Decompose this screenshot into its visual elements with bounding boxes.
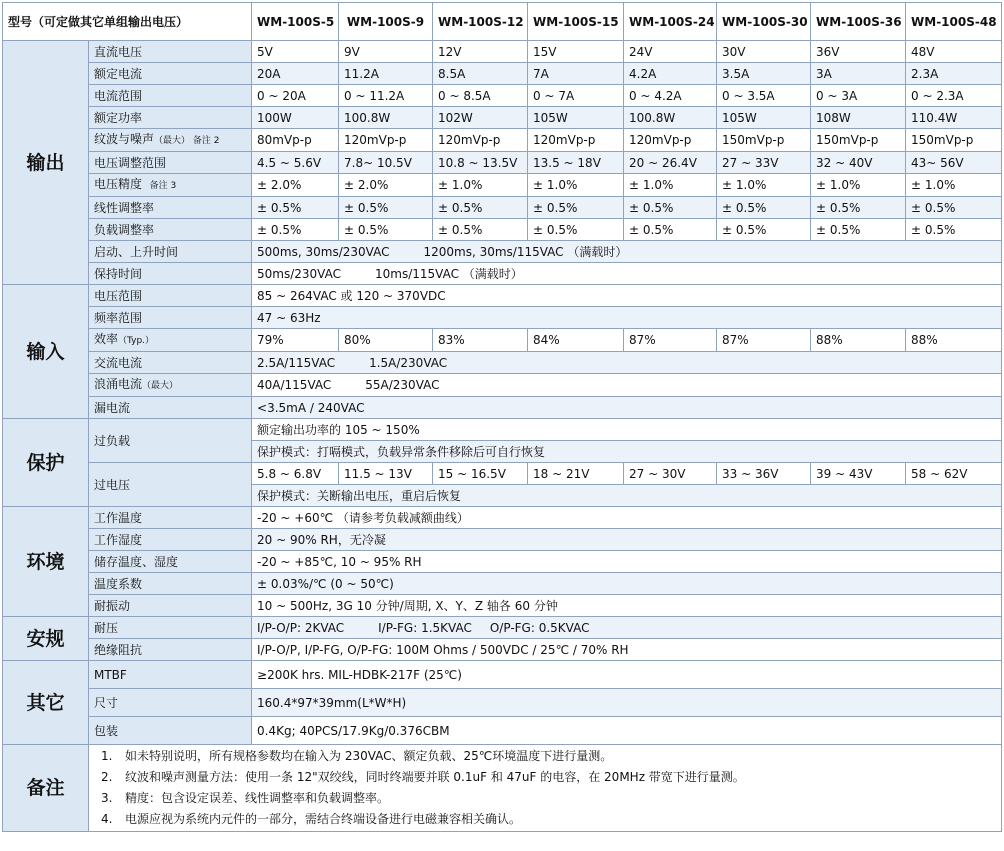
model-name: WM-100S-15 [528,3,624,41]
spec-label: 线性调整率 [89,197,252,219]
spec-label-text: 纹波与噪声 [94,132,155,146]
note-item [101,788,996,809]
spec-value: 10.8 ~ 13.5V [433,152,528,174]
note-number: 2. [101,770,113,784]
output-row [3,41,1002,63]
spec-label-note: 备注 3 [149,181,177,191]
spec-value: 9V [339,41,433,63]
section-environment: 环境 [3,507,89,617]
output-row [3,129,1002,152]
spec-value: ± 1.0% [906,174,1002,197]
env-row [3,595,1002,617]
note-text: 精度：包含设定误差、线性调整率和负载调整率。 [125,791,390,805]
spec-value: 87% [624,329,717,352]
spec-value [252,374,1002,397]
spec-value: 83% [433,329,528,352]
spec-label: 尺寸 [89,689,252,717]
spec-label [89,374,252,397]
spec-value: 3A [811,63,906,85]
env-row [3,507,1002,529]
spec-value: ± 0.5% [252,219,339,241]
spec-value: 150mVp-p [717,129,811,152]
spec-value: 108W [811,107,906,129]
spec-value: 保护模式：打嗝模式，负载异常条件移除后可自行恢复 [252,441,1002,463]
spec-value: ± 0.5% [717,219,811,241]
spec-label [89,329,252,352]
spec-label: MTBF [89,661,252,689]
spec-label: 保持时间 [89,263,252,285]
spec-value: ± 2.0% [252,174,339,197]
spec-value: 8.5A [433,63,528,85]
spec-value [252,352,1002,374]
spec-label: 电流范围 [89,85,252,107]
spec-value-part: 10ms/115VAC （满载时） [375,266,523,281]
output-row [3,241,1002,263]
spec-value-part: 1200ms, 30ms/115VAC （满载时） [423,244,628,259]
note-item [101,746,996,767]
spec-value: 105W [528,107,624,129]
spec-value: ± 0.5% [624,219,717,241]
spec-value: 150mVp-p [906,129,1002,152]
input-row [3,285,1002,307]
spec-label-note: （Typ.） [118,336,155,346]
spec-value: 47 ~ 63Hz [252,307,1002,329]
notes-row [3,745,1002,832]
spec-value: 0 ~ 20A [252,85,339,107]
spec-label: 漏电流 [89,397,252,419]
spec-value: 79% [252,329,339,352]
spec-label: 启动、上升时间 [89,241,252,263]
spec-value: ± 0.5% [906,197,1002,219]
output-row [3,197,1002,219]
spec-value: 100.8W [339,107,433,129]
spec-value: 36V [811,41,906,63]
spec-value: 100W [252,107,339,129]
spec-value: 0 ~ 3.5A [717,85,811,107]
spec-value: 0 ~ 3A [811,85,906,107]
spec-value: ± 0.5% [528,219,624,241]
spec-value: 额定输出功率的 105 ~ 150% [252,419,1002,441]
other-row [3,689,1002,717]
spec-value-part: 500ms, 30ms/230VAC [257,244,390,259]
spec-label: 工作温度 [89,507,252,529]
spec-label-note: （最大） [142,381,179,391]
spec-value: ± 0.5% [906,219,1002,241]
spec-label: 包装 [89,717,252,745]
spec-value: 20 ~ 26.4V [624,152,717,174]
spec-value: 110.4W [906,107,1002,129]
spec-value: 20 ~ 90% RH，无冷凝 [252,529,1002,551]
spec-value: ± 0.5% [252,197,339,219]
spec-value: 18 ~ 21V [528,463,624,485]
spec-value: 24V [624,41,717,63]
spec-value: 0 ~ 8.5A [433,85,528,107]
spec-value: 102W [433,107,528,129]
spec-value: -20 ~ +60℃ （请参考负载减额曲线） [252,507,1002,529]
spec-value: 5V [252,41,339,63]
input-row [3,397,1002,419]
spec-value: 27 ~ 33V [717,152,811,174]
output-row [3,107,1002,129]
output-row [3,63,1002,85]
output-row [3,174,1002,197]
spec-value: 100.8W [624,107,717,129]
spec-label-text: 浪涌电流 [94,377,143,391]
spec-label: 工作湿度 [89,529,252,551]
spec-value: ± 0.03%/℃ (0 ~ 50℃) [252,573,1002,595]
model-name: WM-100S-30 [717,3,811,41]
spec-value: 43~ 56V [906,152,1002,174]
spec-value: 150mVp-p [811,129,906,152]
section-output: 输出 [3,41,89,285]
section-safety: 安规 [3,617,89,661]
spec-label: 电压调整范围 [89,152,252,174]
input-row [3,307,1002,329]
section-other: 其它 [3,661,89,745]
spec-value: 84% [528,329,624,352]
spec-label-text: 电压精度 [94,177,143,191]
spec-value: 32 ~ 40V [811,152,906,174]
spec-value-part: I/P-FG: 1.5KVAC [378,620,472,635]
spec-label: 温度系数 [89,573,252,595]
spec-value: I/P-O/P, I/P-FG, O/P-FG: 100M Ohms / 500VDC / 25℃ / 70% RH [252,639,1002,661]
note-item [101,809,996,830]
output-row [3,85,1002,107]
env-row [3,551,1002,573]
spec-value: 87% [717,329,811,352]
spec-value: 7.8~ 10.5V [339,152,433,174]
spec-label [89,174,252,197]
spec-value: <3.5mA / 240VAC [252,397,1002,419]
spec-label: 储存温度、湿度 [89,551,252,573]
note-text: 纹波和噪声测量方法：使用一条 12"双绞线，同时终端要并联 0.1uF 和 47uF 的电容，在 20MHz 带宽下进行量测。 [125,770,745,784]
note-number: 1. [101,749,113,763]
spec-value: ± 0.5% [339,219,433,241]
spec-label-note: （最大） 备注 2 [154,136,220,146]
spec-value: 88% [811,329,906,352]
spec-value: 0.4Kg; 40PCS/17.9Kg/0.376CBM [252,717,1002,745]
spec-value: 2.3A [906,63,1002,85]
spec-value: 保护模式：关断输出电压，重启后恢复 [252,485,1002,507]
spec-value: 33 ~ 36V [717,463,811,485]
spec-value-part: 55A/230VAC [365,378,440,392]
model-name: WM-100S-5 [252,3,339,41]
spec-value: 11.5 ~ 13V [339,463,433,485]
spec-value: 7A [528,63,624,85]
spec-label: 交流电流 [89,352,252,374]
note-item [101,767,996,788]
spec-value: 15 ~ 16.5V [433,463,528,485]
spec-value: 3.5A [717,63,811,85]
note-text: 电源应视为系统内元件的一部分，需结合终端设备进行电磁兼容相关确认。 [125,812,522,826]
spec-value: 4.5 ~ 5.6V [252,152,339,174]
spec-value: 80mVp-p [252,129,339,152]
spec-label: 额定电流 [89,63,252,85]
spec-value [252,617,1002,639]
section-input: 输入 [3,285,89,419]
spec-value: 27 ~ 30V [624,463,717,485]
spec-value: 0 ~ 4.2A [624,85,717,107]
model-name: WM-100S-36 [811,3,906,41]
protection-row [3,463,1002,485]
spec-value-part: 50ms/230VAC [257,266,341,281]
spec-value: 80% [339,329,433,352]
spec-value: 0 ~ 7A [528,85,624,107]
section-protection: 保护 [3,419,89,507]
spec-value: ± 0.5% [717,197,811,219]
spec-label: 过负载 [89,419,252,463]
spec-value: 10 ~ 500Hz, 3G 10 分钟/周期, X、Y、Z 轴各 60 分钟 [252,595,1002,617]
spec-value: 48V [906,41,1002,63]
spec-value: 5.8 ~ 6.8V [252,463,339,485]
spec-label: 负载调整率 [89,219,252,241]
note-number: 3. [101,791,113,805]
spec-value [252,263,1002,285]
protection-row [3,419,1002,441]
spec-value: ± 0.5% [811,219,906,241]
spec-value: ± 1.0% [624,174,717,197]
other-row [3,661,1002,689]
spec-value: -20 ~ +85℃, 10 ~ 95% RH [252,551,1002,573]
output-row [3,263,1002,285]
spec-label: 电压范围 [89,285,252,307]
output-row [3,152,1002,174]
spec-value: 0 ~ 2.3A [906,85,1002,107]
spec-value: 88% [906,329,1002,352]
section-notes: 备注 [3,745,89,832]
spec-value: ± 1.0% [717,174,811,197]
safety-row [3,617,1002,639]
spec-label: 过电压 [89,463,252,507]
model-name: WM-100S-24 [624,3,717,41]
spec-value: 58 ~ 62V [906,463,1002,485]
spec-value: ± 1.0% [528,174,624,197]
spec-value: ± 0.5% [624,197,717,219]
spec-value: 4.2A [624,63,717,85]
input-row [3,352,1002,374]
spec-label [89,129,252,152]
model-name: WM-100S-12 [433,3,528,41]
spec-table [2,2,1002,832]
model-title: 型号（可定做其它单组输出电压） [3,3,252,41]
spec-value-part: O/P-FG: 0.5KVAC [489,620,590,635]
spec-value: ± 0.5% [811,197,906,219]
model-name: WM-100S-48 [906,3,1002,41]
input-row [3,374,1002,397]
spec-value: 160.4*97*39mm(L*W*H) [252,689,1002,717]
spec-value: 11.2A [339,63,433,85]
spec-label: 绝缘阻抗 [89,639,252,661]
notes-list [89,745,1002,832]
spec-value: ± 1.0% [433,174,528,197]
spec-value: 120mVp-p [624,129,717,152]
env-row [3,529,1002,551]
spec-value: ± 0.5% [339,197,433,219]
spec-value: ± 0.5% [433,219,528,241]
spec-value: 85 ~ 264VAC 或 120 ~ 370VDC [252,285,1002,307]
other-row [3,717,1002,745]
spec-value-part: I/P-O/P: 2KVAC [257,620,345,635]
spec-label-text: 效率 [94,332,119,346]
spec-value: 13.5 ~ 18V [528,152,624,174]
spec-label: 耐压 [89,617,252,639]
spec-value: 15V [528,41,624,63]
spec-value: ≥200K hrs. MIL-HDBK-217F (25℃) [252,661,1002,689]
spec-value: 30V [717,41,811,63]
spec-value-part: 2.5A/115VAC [257,355,336,370]
note-number: 4. [101,812,113,826]
spec-value: ± 1.0% [811,174,906,197]
spec-label: 直流电压 [89,41,252,63]
output-row [3,219,1002,241]
input-row [3,329,1002,352]
spec-value: 120mVp-p [339,129,433,152]
spec-label: 频率范围 [89,307,252,329]
spec-value: 120mVp-p [433,129,528,152]
spec-value-part: 1.5A/230VAC [369,355,448,370]
spec-value: ± 2.0% [339,174,433,197]
spec-label: 耐振动 [89,595,252,617]
safety-row [3,639,1002,661]
spec-value: 39 ~ 43V [811,463,906,485]
spec-value-part: 40A/115VAC [257,378,332,392]
spec-value: 0 ~ 11.2A [339,85,433,107]
spec-value: 20A [252,63,339,85]
env-row [3,573,1002,595]
spec-value: ± 0.5% [528,197,624,219]
spec-value: 12V [433,41,528,63]
spec-value [252,241,1002,263]
spec-value: 120mVp-p [528,129,624,152]
header-row [3,3,1002,41]
note-text: 如未特别说明，所有规格参数均在输入为 230VAC、额定负载、25℃环境温度下进行量测。 [125,749,613,763]
spec-value: 105W [717,107,811,129]
spec-value: ± 0.5% [433,197,528,219]
model-name: WM-100S-9 [339,3,433,41]
spec-label: 额定功率 [89,107,252,129]
